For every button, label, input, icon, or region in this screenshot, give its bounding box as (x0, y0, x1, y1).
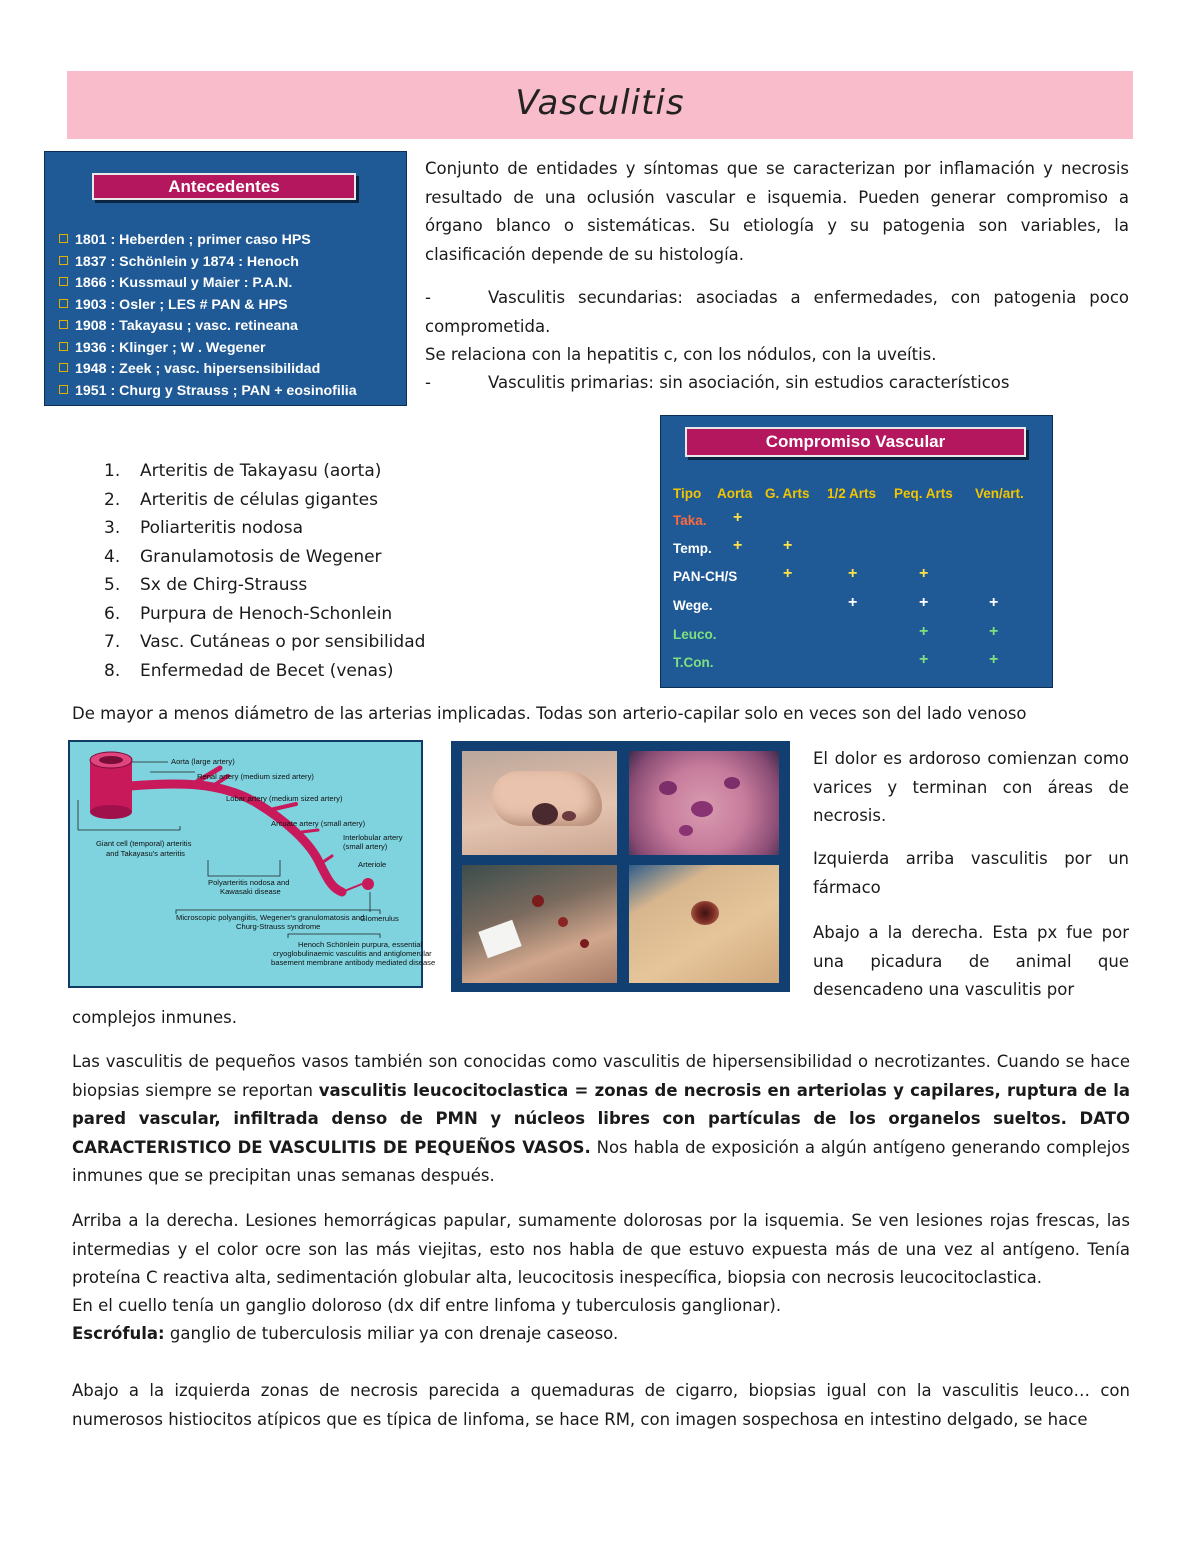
arteriole-shape (342, 884, 362, 892)
necrotic-lesion (562, 811, 576, 821)
purpura-spot (691, 801, 713, 817)
label-aorta: Aorta (large artery) (171, 757, 235, 766)
list-item: 5. Sx de Chirg-Strauss (104, 575, 308, 595)
bite-lesion (691, 901, 719, 925)
label-renal: Renal artery (medium sized artery) (197, 772, 314, 781)
label-arcuate: Arcuate artery (small artery) (271, 819, 366, 828)
header-peq-arts: Peq. Arts (894, 486, 953, 501)
compromiso-vascular-slide-image (660, 415, 1053, 688)
ganglio-note: En el cuello tenía un ganglio doloroso (dx dif entre linfoma y tuberculosis ganglionar). (72, 1296, 782, 1315)
case-lower-left-paragraph: Abajo a la izquierda zonas de necrosis parecida a quemaduras de cigarro, biopsias igual con la vasculitis leuco… con numerosos histiocitos atípicos que es típica de linfoma, se hace RM, con imagen sospechosa en intestino delgado, se hace (72, 1381, 1130, 1429)
antecedentes-list (59, 230, 357, 402)
case-upper-right-paragraph: Arriba a la derecha. Lesiones hemorrágicas papular, sumamente dolorosas por la isquemia. Se ven lesiones rojas frescas, las intermedias y el color ocre son las más viejitas, esto nos habla de que estuvo expuesta más de una vez al antígeno. Tenía proteína C reactiva alta, sedimentación globular alta, leucocitosis inespecífica, biopsia con necrosis leucocitoclastica. (72, 1211, 1130, 1287)
necrotic-lesion (532, 803, 558, 825)
label-hsp-3: basement membrane antibody mediated disease (271, 958, 436, 967)
row-label: Leuco. (673, 627, 717, 642)
dash-bullet: - (425, 288, 431, 307)
plus-mark: + (733, 537, 743, 554)
range-bracket (288, 934, 380, 938)
antecedentes-item: 1866 : Kussmaul y Maier : P.A.N. (59, 273, 357, 295)
drug-vasculitis-paragraph: Izquierda arriba vasculitis por un fármaco (813, 849, 1129, 897)
list-item: 6. Purpura de Henoch-Schonlein (104, 603, 393, 624)
burn-lesion (532, 895, 544, 907)
row-label: Wege. (673, 598, 713, 613)
purpura-spot (659, 781, 677, 795)
square-bullet-icon (59, 299, 68, 308)
header-aorta: Aorta (717, 486, 753, 501)
plus-mark: + (989, 623, 999, 640)
burn-lesion (558, 917, 568, 927)
header-g-arts: G. Arts (765, 486, 810, 501)
antecedentes-slide-image (44, 151, 407, 406)
small-vessels-paragraph: Las vasculitis de pequeños vasos también son conocidas como vasculitis de hipersensibilidad o necrotizantes. Cuando se hace biopsias siempre se reportan vasculitis leucocitoclastica = zonas de necrosis en arteriolas y capilares, ruptura de la pared vascular, infiltrada denso de PMN y núcleos libres con partículas de los organelos sueltos. DATO CARACTERISTICO DE VASCULITIS DE PEQUEÑOS VASOS. Nos habla de exposición a algún antígeno generando complejos inmunes que se precipitan unas semanas después. (72, 1052, 1130, 1185)
antecedentes-item: 1951 : Churg y Strauss ; PAN + eosinofilia (59, 381, 357, 403)
title-banner (67, 71, 1133, 139)
antecedentes-item: 1903 : Osler ; LES # PAN & HPS (59, 295, 357, 317)
header-ven-art: Ven/art. (975, 486, 1024, 501)
photo-purpura-leg (629, 751, 779, 855)
plus-mark: + (989, 651, 999, 668)
vasculitis-types-list (104, 457, 425, 685)
diameter-note: De mayor a menos diámetro de las arterias implicadas. Todas son arterio-capilar solo en veces son del lado venoso (72, 704, 1027, 723)
list-item: 4. Granulamotosis de Wegener (104, 546, 382, 567)
antecedentes-item: 1801 : Heberden ; primer caso HPS (59, 230, 357, 252)
header-tipo: Tipo (673, 486, 702, 501)
label-interlobular: Interlobular artery (343, 833, 403, 842)
aorta-bottom (90, 805, 132, 819)
aorta-lumen (99, 756, 123, 764)
list-item: 8. Enfermedad de Becet (venas) (104, 660, 394, 681)
label-pan-2: Kawasaki disease (220, 887, 281, 896)
photo-foot-lesions (462, 751, 617, 855)
plus-mark: + (783, 565, 793, 582)
escrofula-note: Escrófula: ganglio de tuberculosis miliar ya con drenaje caseoso. (72, 1324, 619, 1343)
antecedentes-item: 1908 : Takayasu ; vasc. retineana (59, 316, 357, 338)
label-lobar: Lobar artery (medium sized artery) (226, 794, 343, 803)
burn-lesion (580, 939, 589, 948)
label-hsp-2: cryoglobulinaemic vasculitis and antiglomerular (273, 949, 432, 958)
plus-mark: + (733, 509, 743, 526)
list-item: 1. Arteritis de Takayasu (aorta) (104, 461, 382, 481)
bite-vasculitis-paragraph: Abajo a la derecha. Esta px fue por una picadura de animal que desencadeno una vasculitis por (813, 923, 1129, 999)
square-bullet-icon (59, 277, 68, 286)
label-pan: Polyarteritis nodosa and (208, 878, 290, 887)
plus-mark: + (919, 623, 929, 640)
list-item: 3. Poliarteritis nodosa (104, 518, 304, 538)
list-item: 2. Arteritis de células gigantes (104, 489, 378, 510)
row-label: Temp. (673, 541, 712, 556)
plus-mark: + (919, 651, 929, 668)
branch-shape (270, 804, 296, 810)
label-microscopic: Microscopic polyangiitis, Wegener's granulomatosis and (176, 913, 365, 922)
row-label: T.Con. (673, 655, 714, 670)
relaciona-text: Se relaciona con la hepatitis c, con los nódulos, con la uveítis. (425, 345, 937, 364)
page-title: Vasculitis (515, 83, 685, 123)
primarias-text: Vasculitis primarias: sin asociación, sin estudios característicos (488, 373, 1010, 392)
header-half-arts: 1/2 Arts (827, 486, 877, 501)
clinical-photos-collage (451, 741, 790, 992)
escrofula-label: Escrófula: (72, 1324, 165, 1343)
plus-mark: + (919, 565, 929, 582)
antecedentes-item: 1936 : Klinger ; W . Wegener (59, 338, 357, 360)
square-bullet-icon (59, 234, 68, 243)
range-bracket (208, 860, 280, 876)
purpura-spot (679, 825, 693, 836)
pain-paragraph: El dolor es ardoroso comienzan como varices y terminan con áreas de necrosis. (813, 749, 1129, 825)
secundarias-text: Vasculitis secundarias: asociadas a enfermedades, con patogenia poco comprometida. (425, 288, 1129, 336)
label-glomerulus: Glomerulus (360, 914, 399, 923)
row-label: Taka. (673, 513, 707, 528)
antecedentes-slide-title: Antecedentes (92, 173, 356, 200)
row-label: PAN-CH/S (673, 569, 738, 584)
plus-mark: + (919, 594, 929, 611)
label-arteriole: Arteriole (358, 860, 387, 869)
square-bullet-icon (59, 320, 68, 329)
branch-shape (302, 830, 318, 832)
compromiso-slide-title: Compromiso Vascular (685, 427, 1026, 457)
plus-mark: + (848, 594, 858, 611)
purpura-spot (724, 777, 740, 789)
label-interlobular-2: (small artery) (343, 842, 388, 851)
antecedentes-item: 1837 : Schönlein y 1874 : Henoch (59, 252, 357, 274)
secundarias-item (425, 284, 1129, 341)
square-bullet-icon (59, 385, 68, 394)
list-item: 7. Vasc. Cutáneas o por sensibilidad (104, 632, 426, 652)
plus-mark: + (783, 537, 793, 554)
label-giant-cell-2: and Takayasu's arteritis (106, 849, 185, 858)
plus-mark: + (848, 565, 858, 582)
bite-vasculitis-continued: complejos inmunes. (72, 1008, 237, 1027)
label-hsp: Henoch Schönlein purpura, essential (298, 940, 423, 949)
vessel-size-diagram-image (68, 740, 436, 988)
square-bullet-icon (59, 342, 68, 351)
square-bullet-icon (59, 363, 68, 372)
leucocitoclastica-definition: vasculitis leucocitoclastica = zonas de necrosis en arteriolas y capilares, ruptura de la pared vascular, infiltrada denso de PMN y núcleos libres con partículas de los organelos sueltos. DATO CARACTERISTICO DE VASCULITIS DE PEQUEÑOS VASOS. (72, 1080, 1130, 1157)
antecedentes-item: 1948 : Zeek ; vasc. hipersensibilidad (59, 359, 357, 381)
photo-bite-lesion (629, 865, 779, 983)
label-microscopic-2: Churg-Strauss syndrome (236, 922, 321, 931)
glomerulus-shape (362, 878, 374, 890)
bandage-shape (478, 920, 521, 959)
photo-leg-burn-lesions (462, 865, 617, 983)
plus-mark: + (989, 594, 999, 611)
label-giant-cell: Giant cell (temporal) arteritis (96, 839, 192, 848)
square-bullet-icon (59, 256, 68, 265)
dash-bullet: - (425, 373, 431, 392)
intro-paragraph: Conjunto de entidades y síntomas que se caracterizan por inflamación y necrosis resultado de una oclusión vascular e isquemia. Pueden generar compromiso a órgano blanco o sistemáticas. Su etiología y su patogenia son variables, la clasificación depende de su histología. (425, 159, 1129, 264)
range-bracket (78, 826, 180, 830)
